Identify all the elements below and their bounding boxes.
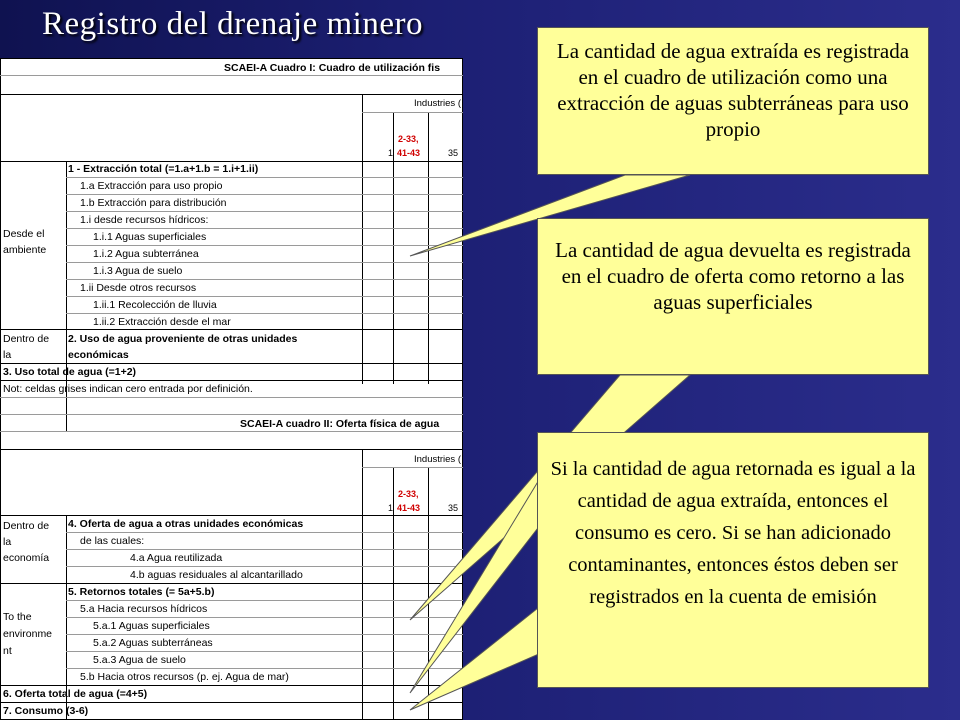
table2-row-4a: 4.a Agua reutilizada xyxy=(130,552,223,564)
table2-row-7: 7. Consumo (3-6) xyxy=(3,705,89,717)
table1-row-1ii1: 1.ii.1 Recolección de lluvia xyxy=(93,299,217,311)
table2-section-env-line1: To the xyxy=(3,611,32,623)
table1-row-1a: 1.a Extracción para uso propio xyxy=(80,180,223,192)
table1-col-1: 1 xyxy=(388,148,394,158)
table1-section-within-line2: la xyxy=(3,349,12,361)
table2-row-6: 6. Oferta total de agua (=4+5) xyxy=(3,688,148,700)
table1-section-within-line1: Dentro de xyxy=(3,333,50,345)
table1-row-1i: 1.i desde recursos hídricos: xyxy=(80,214,209,226)
table2-section-within-line3: economía xyxy=(3,552,50,564)
callout-consumption: Si la cantidad de agua retornada es igual a la cantidad de agua extraída, entonces el consumo es cero. Si se han adicionado contaminantes, entonces éstos deben ser registrados en la cuenta de emisión xyxy=(537,432,929,688)
callout-3b-pointer xyxy=(410,600,548,710)
table2-row-5a2: 5.a.2 Aguas subterráneas xyxy=(93,637,213,649)
table1-row-1: 1 - Extracción total (=1.a+1.b = 1.i+1.ii) xyxy=(68,163,259,175)
table2-col-2-33: 2-33, xyxy=(398,489,419,499)
table2-section-env-line3: nt xyxy=(3,645,12,657)
table2-row-5a: 5.a Hacia recursos hídricos xyxy=(80,603,208,615)
table2-section-within-line1: Dentro de xyxy=(3,520,50,532)
callout-extraction: La cantidad de agua extraída es registrada en el cuadro de utilización como una extracción de aguas subterráneas para uso propio xyxy=(537,27,929,175)
table2-col-41-43: 41-43 xyxy=(397,503,421,513)
table1-row-3: 3. Uso total de agua (=1+2) xyxy=(3,366,137,378)
table2-col-1: 1 xyxy=(388,503,394,513)
table1-section-env-line1: Desde el xyxy=(3,228,45,240)
table1-row-2-line2: económicas xyxy=(68,349,129,361)
table1-row-1i2: 1.i.2 Agua subterránea xyxy=(93,248,199,260)
table2-row-5a1: 5.a.1 Aguas superficiales xyxy=(93,620,210,632)
table1-row-1b: 1.b Extracción para distribución xyxy=(80,197,227,209)
table2-row-4-of-which: de las cuales: xyxy=(80,535,145,547)
table1-col-41-43: 41-43 xyxy=(397,148,421,158)
table2-row-5: 5. Retornos totales (= 5a+5.b) xyxy=(68,586,215,598)
table2-industries: Industries ( xyxy=(414,454,461,465)
table2-heading: SCAEI-A cuadro II: Oferta física de agua xyxy=(240,418,440,430)
page-title: Registro del drenaje minero xyxy=(42,6,423,42)
table1-col-35: 35 xyxy=(448,148,459,158)
table1-col-2-33: 2-33, xyxy=(398,134,419,144)
table1-industries: Industries ( xyxy=(414,98,461,109)
table1-row-1ii: 1.ii Desde otros recursos xyxy=(80,282,197,294)
table2-row-4: 4. Oferta de agua a otras unidades económicas xyxy=(68,518,304,530)
table2-row-5b: 5.b Hacia otros recursos (p. ej. Agua de mar) xyxy=(80,671,289,683)
callout-return: La cantidad de agua devuelta es registrada en el cuadro de oferta como retorno a las aguas superficiales xyxy=(537,218,929,375)
table1-row-2-line1: 2. Uso de agua proveniente de otras unidades xyxy=(68,333,298,345)
table2-section-env-line2: environme xyxy=(3,628,53,640)
table2-section-within-line2: la xyxy=(3,536,12,548)
table2-col-35: 35 xyxy=(448,503,459,513)
table2-row-4b: 4.b aguas residuales al alcantarillado xyxy=(130,569,303,581)
table2-row-5a3: 5.a.3 Agua de suelo xyxy=(93,654,186,666)
table1-section-env-line2: ambiente xyxy=(3,244,47,256)
table1-row-1i1: 1.i.1 Aguas superficiales xyxy=(93,231,207,243)
table1-note: Not: celdas grises indican cero entrada por definición. xyxy=(3,383,253,395)
table1-row-1ii2: 1.ii.2 Extracción desde el mar xyxy=(93,316,231,328)
table1-row-1i3: 1.i.3 Agua de suelo xyxy=(93,265,183,277)
table1-heading: SCAEI-A Cuadro I: Cuadro de utilización fis xyxy=(224,62,441,74)
